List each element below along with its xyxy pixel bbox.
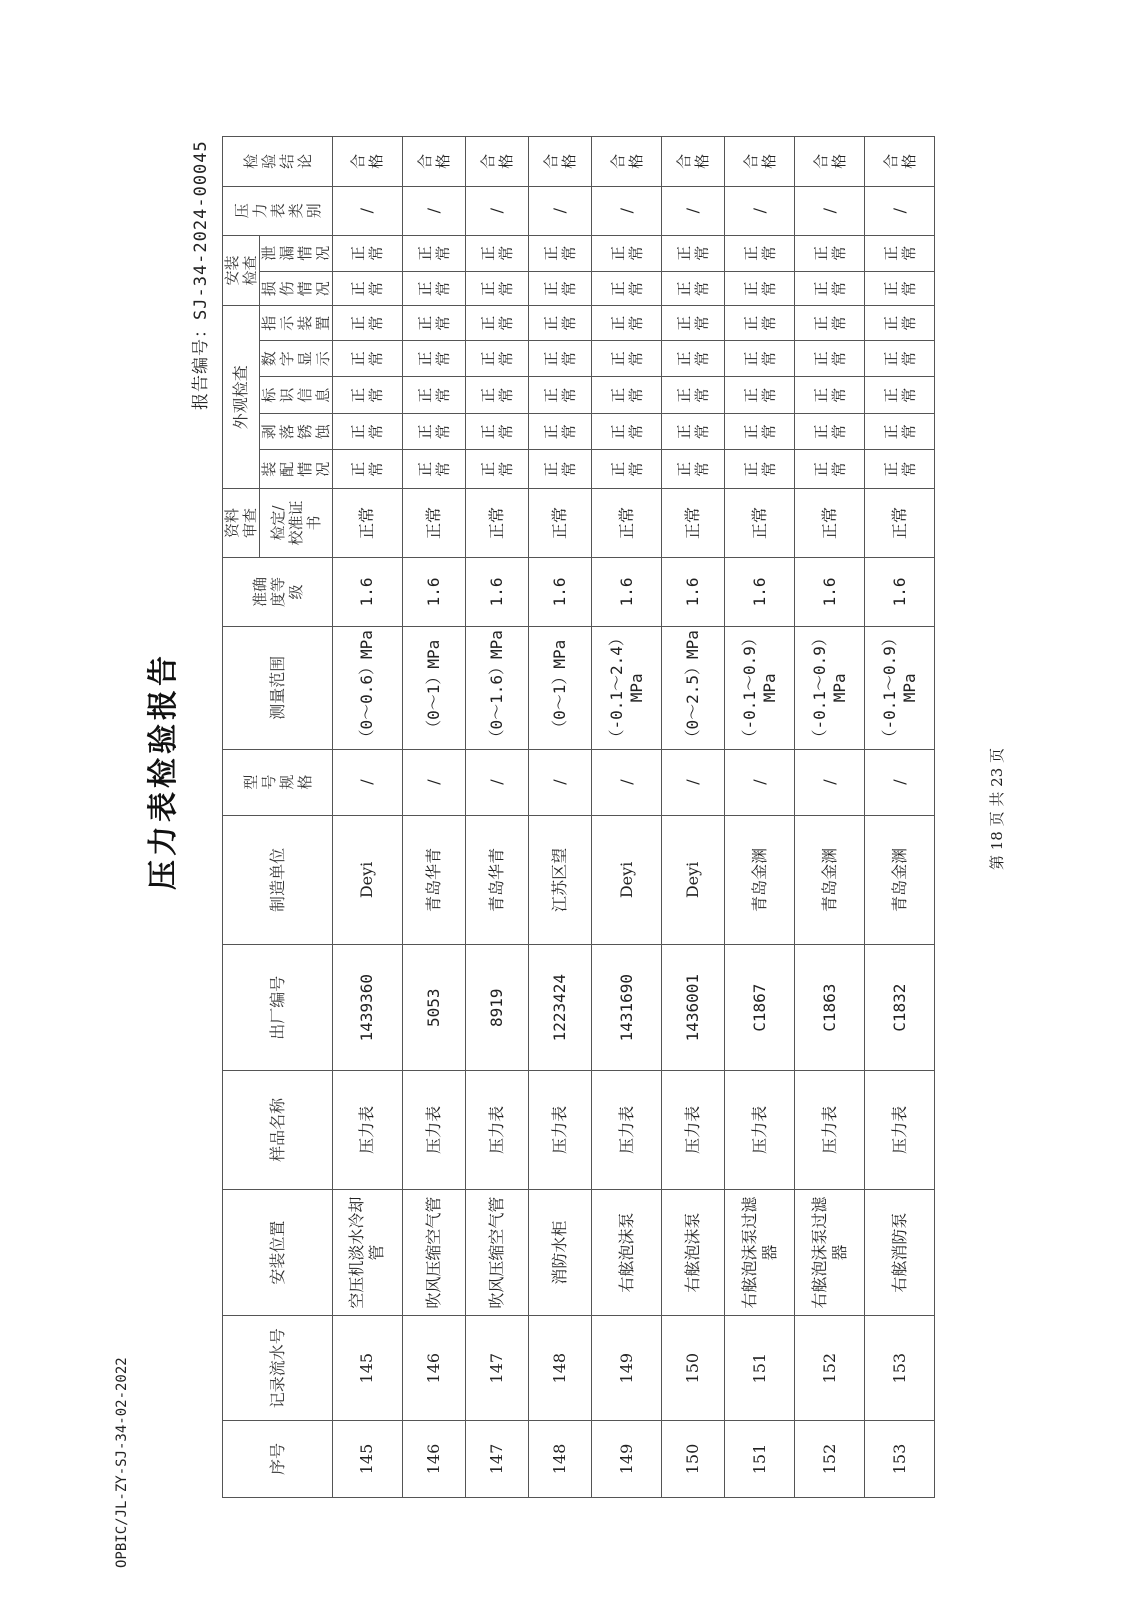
cell-factory-no: 1439360 [333, 945, 403, 1071]
col-app-pointer: 指示装置 [260, 306, 333, 341]
cell-rust: 正常 [795, 413, 865, 450]
cell-pointer: 正常 [466, 306, 529, 341]
col-conclusion: 检验结论 [223, 137, 333, 187]
cell-conclusion: 合格 [662, 137, 725, 187]
cell-sample-name: 压力表 [662, 1071, 725, 1190]
cell-model: / [402, 749, 465, 815]
cell-location: 右舷泡沫泵 [662, 1189, 725, 1316]
cell-seq: 149 [592, 1420, 662, 1497]
cell-record-no: 148 [529, 1316, 592, 1420]
table-row [795, 137, 865, 1498]
cell-range: （-0.1～2.4）MPa [592, 626, 662, 749]
cell-label: 正常 [466, 377, 529, 414]
cell-seq: 153 [865, 1420, 935, 1497]
cell-type: / [402, 186, 465, 235]
cell-damage: 正常 [402, 272, 465, 306]
cell-model: / [529, 749, 592, 815]
col-model: 型号规格 [223, 749, 333, 815]
cell-type: / [529, 186, 592, 235]
cell-assembly: 正常 [725, 450, 795, 489]
cell-type: / [725, 186, 795, 235]
cell-model: / [725, 749, 795, 815]
form-code: OPBIC/JL-ZY-SJ-34-02-2022 [114, 1357, 130, 1568]
cell-leak: 正常 [662, 235, 725, 272]
cell-factory-no: 5053 [402, 945, 465, 1071]
cell-record-no: 146 [402, 1316, 465, 1420]
cell-seq: 146 [402, 1420, 465, 1497]
cell-pointer: 正常 [333, 306, 403, 341]
cell-type: / [466, 186, 529, 235]
cell-accuracy: 1.6 [466, 557, 529, 626]
cell-factory-no: 1436001 [662, 945, 725, 1071]
cell-assembly: 正常 [529, 450, 592, 489]
cell-sample-name: 压力表 [592, 1071, 662, 1190]
cell-factory-no: C1832 [865, 945, 935, 1071]
cell-label: 正常 [725, 377, 795, 414]
cell-damage: 正常 [466, 272, 529, 306]
cell-range: （0～1）MPa [402, 626, 465, 749]
cell-model: / [865, 749, 935, 815]
cell-rust: 正常 [529, 413, 592, 450]
cell-record-no: 152 [795, 1316, 865, 1420]
cell-record-no: 150 [662, 1316, 725, 1420]
cell-display: 正常 [466, 340, 529, 377]
cell-location: 右舷泡沫泵过滤器 [725, 1189, 795, 1316]
col-install-group: 安装检查 [223, 235, 260, 306]
cell-label: 正常 [402, 377, 465, 414]
cell-location: 右舷消防泵 [865, 1189, 935, 1316]
col-inst-leak: 泄漏情况 [260, 235, 333, 272]
cell-cert: 正常 [529, 489, 592, 558]
cell-label: 正常 [592, 377, 662, 414]
table-row [725, 137, 795, 1498]
cell-pointer: 正常 [865, 306, 935, 341]
cell-model: / [795, 749, 865, 815]
cell-factory-no: 8919 [466, 945, 529, 1071]
table-row [592, 137, 662, 1498]
cell-record-no: 149 [592, 1316, 662, 1420]
table-row [466, 137, 529, 1498]
cell-assembly: 正常 [795, 450, 865, 489]
cell-model: / [466, 749, 529, 815]
cell-assembly: 正常 [333, 450, 403, 489]
cell-conclusion: 合格 [333, 137, 403, 187]
cell-leak: 正常 [865, 235, 935, 272]
cell-manufacturer: 江苏区望 [529, 815, 592, 945]
cell-manufacturer: 青岛金渊 [865, 815, 935, 945]
cell-pointer: 正常 [402, 306, 465, 341]
cell-seq: 148 [529, 1420, 592, 1497]
col-factory-no: 出厂编号 [223, 945, 333, 1071]
col-gauge-type: 压力表类别 [223, 186, 333, 235]
cell-label: 正常 [333, 377, 403, 414]
cell-leak: 正常 [402, 235, 465, 272]
cell-leak: 正常 [333, 235, 403, 272]
cell-damage: 正常 [725, 272, 795, 306]
cell-cert: 正常 [402, 489, 465, 558]
cell-damage: 正常 [592, 272, 662, 306]
col-location: 安装位置 [223, 1189, 333, 1316]
col-seq: 序号 [223, 1420, 333, 1497]
cell-range: （0～0.6）MPa [333, 626, 403, 749]
cell-seq: 150 [662, 1420, 725, 1497]
cell-display: 正常 [333, 340, 403, 377]
cell-leak: 正常 [592, 235, 662, 272]
cell-display: 正常 [795, 340, 865, 377]
cell-range: （0～1.6）MPa [466, 626, 529, 749]
cell-pointer: 正常 [662, 306, 725, 341]
cell-leak: 正常 [529, 235, 592, 272]
cell-factory-no: C1863 [795, 945, 865, 1071]
cell-pointer: 正常 [529, 306, 592, 341]
col-inst-damage: 损伤情况 [260, 272, 333, 306]
col-appearance-group: 外观检查 [223, 306, 260, 489]
cell-accuracy: 1.6 [402, 557, 465, 626]
cell-factory-no: C1867 [725, 945, 795, 1071]
cell-type: / [592, 186, 662, 235]
cell-cert: 正常 [592, 489, 662, 558]
cell-accuracy: 1.6 [592, 557, 662, 626]
col-docs-cert: 检定/校准证书 [260, 489, 333, 558]
cell-accuracy: 1.6 [865, 557, 935, 626]
cell-manufacturer: 青岛华青 [466, 815, 529, 945]
cell-range: （0～1）MPa [529, 626, 592, 749]
cell-display: 正常 [865, 340, 935, 377]
col-app-assembly: 装配情况 [260, 450, 333, 489]
cell-accuracy: 1.6 [725, 557, 795, 626]
cell-seq: 147 [466, 1420, 529, 1497]
col-app-label: 标识信息 [260, 377, 333, 414]
cell-accuracy: 1.6 [795, 557, 865, 626]
cell-cert: 正常 [466, 489, 529, 558]
cell-accuracy: 1.6 [529, 557, 592, 626]
table-row [333, 137, 403, 1498]
cell-sample-name: 压力表 [725, 1071, 795, 1190]
cell-type: / [865, 186, 935, 235]
cell-label: 正常 [662, 377, 725, 414]
cell-type: / [333, 186, 403, 235]
cell-sample-name: 压力表 [466, 1071, 529, 1190]
cell-manufacturer: Deyi [592, 815, 662, 945]
cell-rust: 正常 [592, 413, 662, 450]
cell-record-no: 145 [333, 1316, 403, 1420]
cell-label: 正常 [865, 377, 935, 414]
cell-display: 正常 [592, 340, 662, 377]
cell-sample-name: 压力表 [795, 1071, 865, 1190]
cell-model: / [592, 749, 662, 815]
cell-record-no: 153 [865, 1316, 935, 1420]
cell-model: / [333, 749, 403, 815]
cell-seq: 151 [725, 1420, 795, 1497]
cell-range: （-0.1～0.9）MPa [725, 626, 795, 749]
table-row [662, 137, 725, 1498]
cell-cert: 正常 [725, 489, 795, 558]
cell-type: / [795, 186, 865, 235]
cell-leak: 正常 [725, 235, 795, 272]
cell-conclusion: 合格 [795, 137, 865, 187]
cell-leak: 正常 [466, 235, 529, 272]
cell-sample-name: 压力表 [865, 1071, 935, 1190]
cell-manufacturer: Deyi [333, 815, 403, 945]
cell-rust: 正常 [662, 413, 725, 450]
cell-manufacturer: Deyi [662, 815, 725, 945]
cell-rust: 正常 [725, 413, 795, 450]
cell-location: 吹风压缩空气管 [466, 1189, 529, 1316]
page-number: 第 18 页 共 23 页 [988, 747, 1006, 870]
cell-damage: 正常 [865, 272, 935, 306]
cell-conclusion: 合格 [466, 137, 529, 187]
cell-rust: 正常 [865, 413, 935, 450]
cell-accuracy: 1.6 [662, 557, 725, 626]
col-app-display: 数字显示 [260, 340, 333, 377]
table-row [402, 137, 465, 1498]
cell-seq: 152 [795, 1420, 865, 1497]
cell-manufacturer: 青岛金渊 [795, 815, 865, 945]
report-number: 报告编号：SJ-34-2024-00045 [191, 140, 211, 410]
table-row [865, 137, 935, 1498]
cell-location: 吹风压缩空气管 [402, 1189, 465, 1316]
cell-conclusion: 合格 [725, 137, 795, 187]
cell-pointer: 正常 [592, 306, 662, 341]
cell-assembly: 正常 [662, 450, 725, 489]
cell-record-no: 151 [725, 1316, 795, 1420]
table-row [529, 137, 592, 1498]
cell-rust: 正常 [466, 413, 529, 450]
cell-leak: 正常 [795, 235, 865, 272]
cell-assembly: 正常 [466, 450, 529, 489]
col-record-no: 记录流水号 [223, 1316, 333, 1420]
cell-display: 正常 [662, 340, 725, 377]
cell-accuracy: 1.6 [333, 557, 403, 626]
cell-display: 正常 [725, 340, 795, 377]
cell-cert: 正常 [662, 489, 725, 558]
col-sample-name: 样品名称 [223, 1071, 333, 1190]
cell-assembly: 正常 [592, 450, 662, 489]
cell-cert: 正常 [795, 489, 865, 558]
cell-factory-no: 1223424 [529, 945, 592, 1071]
cell-rust: 正常 [402, 413, 465, 450]
page-title: 压力表检验报告 [146, 652, 181, 890]
col-app-rust: 剥落锈蚀 [260, 413, 333, 450]
cell-sample-name: 压力表 [333, 1071, 403, 1190]
cell-conclusion: 合格 [529, 137, 592, 187]
cell-location: 消防水柜 [529, 1189, 592, 1316]
cell-type: / [662, 186, 725, 235]
cell-assembly: 正常 [402, 450, 465, 489]
cell-location: 右舷泡沫泵过滤器 [795, 1189, 865, 1316]
cell-record-no: 147 [466, 1316, 529, 1420]
cell-conclusion: 合格 [592, 137, 662, 187]
cell-damage: 正常 [795, 272, 865, 306]
cell-label: 正常 [529, 377, 592, 414]
cell-display: 正常 [402, 340, 465, 377]
cell-manufacturer: 青岛金渊 [725, 815, 795, 945]
col-docs-group: 资料审查 [223, 489, 260, 558]
cell-conclusion: 合格 [402, 137, 465, 187]
cell-sample-name: 压力表 [402, 1071, 465, 1190]
col-accuracy: 准确度等级 [223, 557, 333, 626]
cell-seq: 145 [333, 1420, 403, 1497]
cell-range: （0～2.5）MPa [662, 626, 725, 749]
cell-pointer: 正常 [725, 306, 795, 341]
col-range: 测量范围 [223, 626, 333, 749]
cell-range: （-0.1～0.9）MPa [795, 626, 865, 749]
cell-manufacturer: 青岛华青 [402, 815, 465, 945]
header-row-group [223, 137, 260, 1498]
cell-cert: 正常 [865, 489, 935, 558]
cell-sample-name: 压力表 [529, 1071, 592, 1190]
cell-model: / [662, 749, 725, 815]
cell-pointer: 正常 [795, 306, 865, 341]
cell-damage: 正常 [333, 272, 403, 306]
cell-location: 右舷泡沫泵 [592, 1189, 662, 1316]
cell-factory-no: 1431690 [592, 945, 662, 1071]
col-manufacturer: 制造单位 [223, 815, 333, 945]
inspection-table [222, 136, 935, 1498]
cell-rust: 正常 [333, 413, 403, 450]
cell-location: 空压机淡水冷却管 [333, 1189, 403, 1316]
cell-assembly: 正常 [865, 450, 935, 489]
cell-range: （-0.1～0.9）MPa [865, 626, 935, 749]
cell-damage: 正常 [529, 272, 592, 306]
cell-label: 正常 [795, 377, 865, 414]
cell-damage: 正常 [662, 272, 725, 306]
cell-conclusion: 合格 [865, 137, 935, 187]
cell-cert: 正常 [333, 489, 403, 558]
cell-display: 正常 [529, 340, 592, 377]
